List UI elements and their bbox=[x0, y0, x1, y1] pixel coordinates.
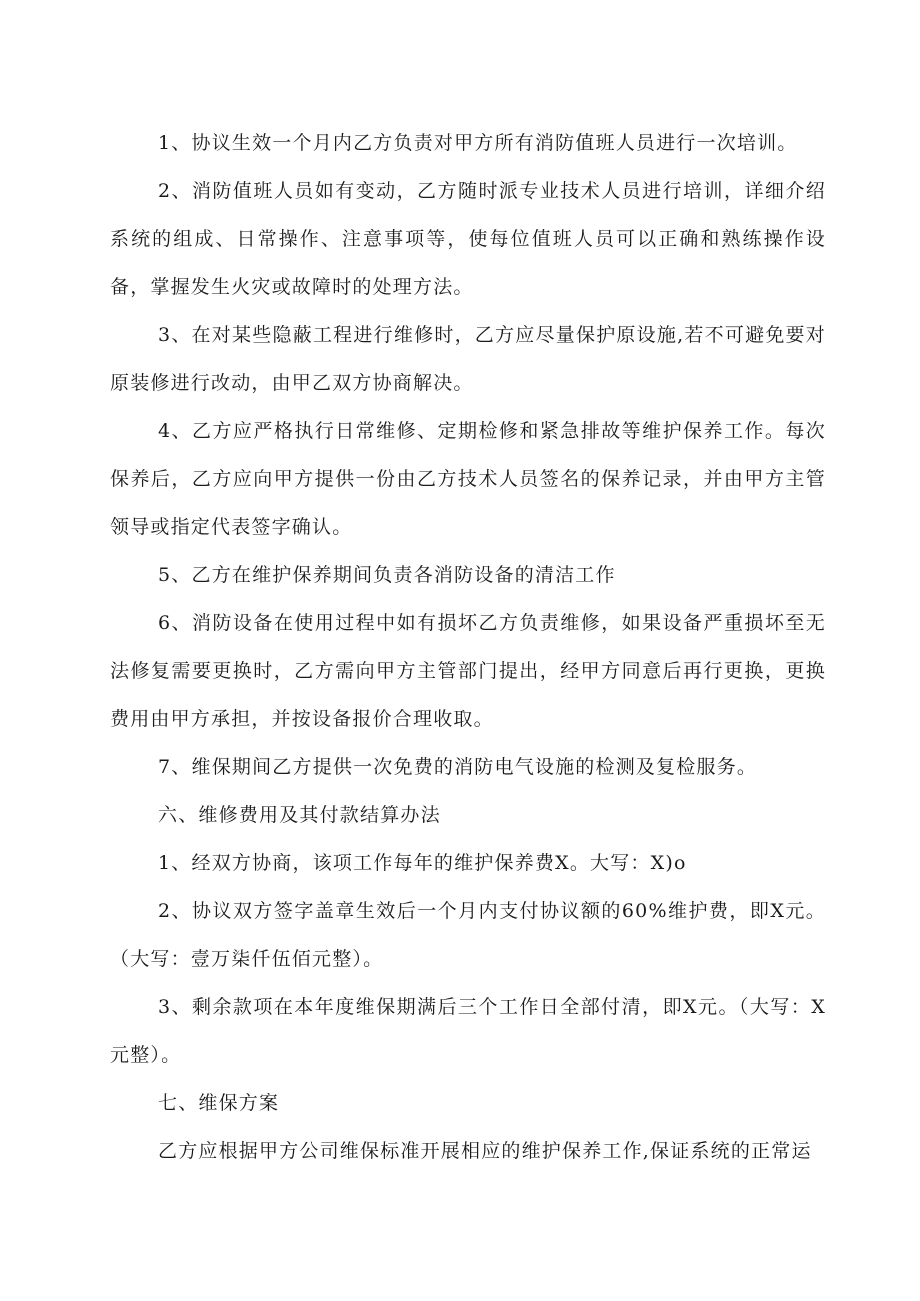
document-body bbox=[110, 119, 826, 1175]
paragraph-annual-fee: 1、经双方协商，该项工作每年的维护保养费X。大写：X)o bbox=[158, 852, 687, 874]
paragraph-equipment-repair: 6、消防设备在使用过程中如有损坏乙方负责维修，如果设备严重损坏至无法修复需要更换时，乙方需向甲方主管部门提出，经甲方同意后再行更换，更换费用由甲方承担，并按设备报价合理收取。 bbox=[110, 612, 826, 730]
paragraph-final-payment: 3、剩余款项在本年度维保期满后三个工作日全部付清，即X元。（大写：X元整）。 bbox=[110, 996, 826, 1066]
section-heading-fees: 六、维修费用及其付款结算办法 bbox=[158, 804, 441, 826]
paragraph-maintenance-records: 4、乙方应严格执行日常维修、定期检修和紧急排故等维护保养工作。每次保养后，乙方应向甲方提供一份由乙方技术人员签名的保养记录，并由甲方主管领导或指定代表签字确认。 bbox=[110, 420, 826, 538]
section-heading-plan: 七、维保方案 bbox=[158, 1092, 280, 1114]
paragraph-hidden-works: 3、在对某些隐蔽工程进行维修时，乙方应尽量保护原设施,若不可避免要对原装修进行改动，由甲乙双方协商解决。 bbox=[110, 324, 826, 394]
paragraph-first-payment: 2、协议双方签字盖章生效后一个月内支付协议额的60%维护费，即X元。（大写：壹万柒仟伍佰元整）。 bbox=[110, 900, 826, 970]
paragraph-plan-intro: 乙方应根据甲方公司维保标准开展相应的维护保养工作,保证系统的正常运 bbox=[158, 1140, 812, 1162]
paragraph-cleaning: 5、乙方在维护保养期间负责各消防设备的清洁工作 bbox=[158, 564, 616, 586]
paragraph-free-inspection: 7、维保期间乙方提供一次免费的消防电气设施的检测及复检服务。 bbox=[158, 756, 758, 778]
paragraph-staff-change: 2、消防值班人员如有变动，乙方随时派专业技术人员进行培训，详细介绍系统的组成、日常操作、注意事项等，使每位值班人员可以正确和熟练操作设备，掌握发生火灾或故障时的处理方法。 bbox=[110, 180, 826, 298]
paragraph-training: 1、协议生效一个月内乙方负责对甲方所有消防值班人员进行一次培训。 bbox=[158, 132, 798, 154]
